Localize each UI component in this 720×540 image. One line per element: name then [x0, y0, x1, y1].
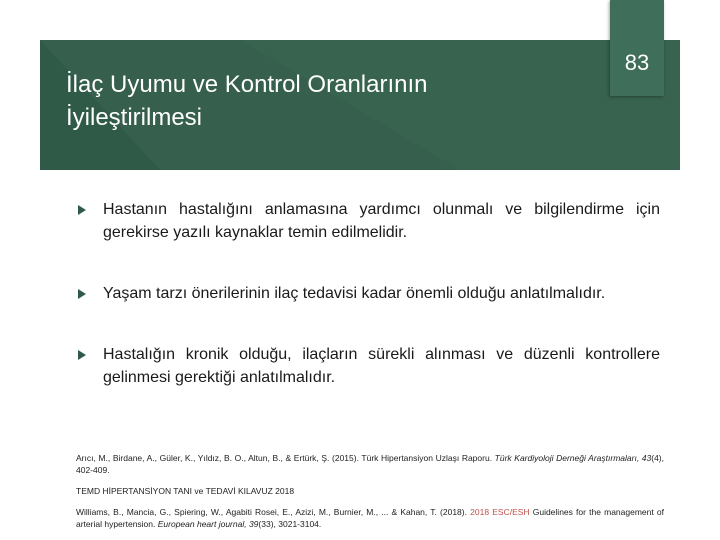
- reference-1-pages: (4), 402-409.: [76, 453, 664, 475]
- reference-3-journal: European heart journal: [157, 519, 245, 529]
- arrow-bullet-icon: [78, 350, 86, 360]
- bullet-item: [78, 282, 660, 305]
- bullet-item: [78, 198, 660, 244]
- reference-3-volume: , 39: [244, 519, 259, 529]
- reference-1-journal: Türk Kardiyoloji Derneği Araştırmaları: [494, 453, 637, 463]
- reference-3: [76, 506, 664, 530]
- slide-number-box: [610, 0, 664, 96]
- bullet-text: Yaşam tarzı önerilerinin ilaç tedavisi kadar önemli olduğu anlatılmalıdır.: [103, 285, 606, 302]
- bullet-text: Hastalığın kronik olduğu, ilaçların sürekli alınması ve düzenli kontrollere gelinmesi gerektiği anlatılmalıdır.: [103, 346, 660, 386]
- title-header: [40, 40, 680, 170]
- reference-2: TEMD HİPERTANSİYON TANI ve TEDAVİ KILAVUZ 2018: [76, 486, 295, 496]
- bullet-list: [78, 198, 660, 427]
- reference-3-authors: Williams, B., Mancia, G., Spiering, W., Agabiti Rosei, E., Azizi, M., Burnier, M., ... & Kahan, T. (2018).: [76, 507, 471, 517]
- bullet-text: Hastanın hastalığını anlamasına yardımcı olunmalı ve bilgilendirme için gerekirse yazılı kaynaklar temin edilmelidir.: [103, 201, 660, 241]
- reference-3-pages: (33), 3021-3104.: [258, 519, 322, 529]
- slide-title: İlaç Uyumu ve Kontrol Oranlarının İyileştirilmesi: [66, 71, 428, 131]
- slide-number: 83: [624, 50, 650, 75]
- reference-1: [76, 452, 664, 476]
- reference-3-title: Guidelines for the management of arterial hypertension.: [76, 507, 664, 529]
- arrow-bullet-icon: [78, 289, 86, 299]
- bullet-item: [78, 343, 660, 389]
- reference-1-volume: , 43: [636, 453, 652, 463]
- reference-1-authors: Arıcı, M., Birdane, A., Güler, K., Yıldız, B. O., Altun, B., & Ertürk, Ş. (2015). Türk Hipertansiyon Uzlaşı Raporu.: [76, 453, 495, 463]
- arrow-bullet-icon: [78, 205, 86, 215]
- reference-3-highlight: 2018 ESC/ESH: [470, 507, 530, 517]
- references: [76, 452, 664, 539]
